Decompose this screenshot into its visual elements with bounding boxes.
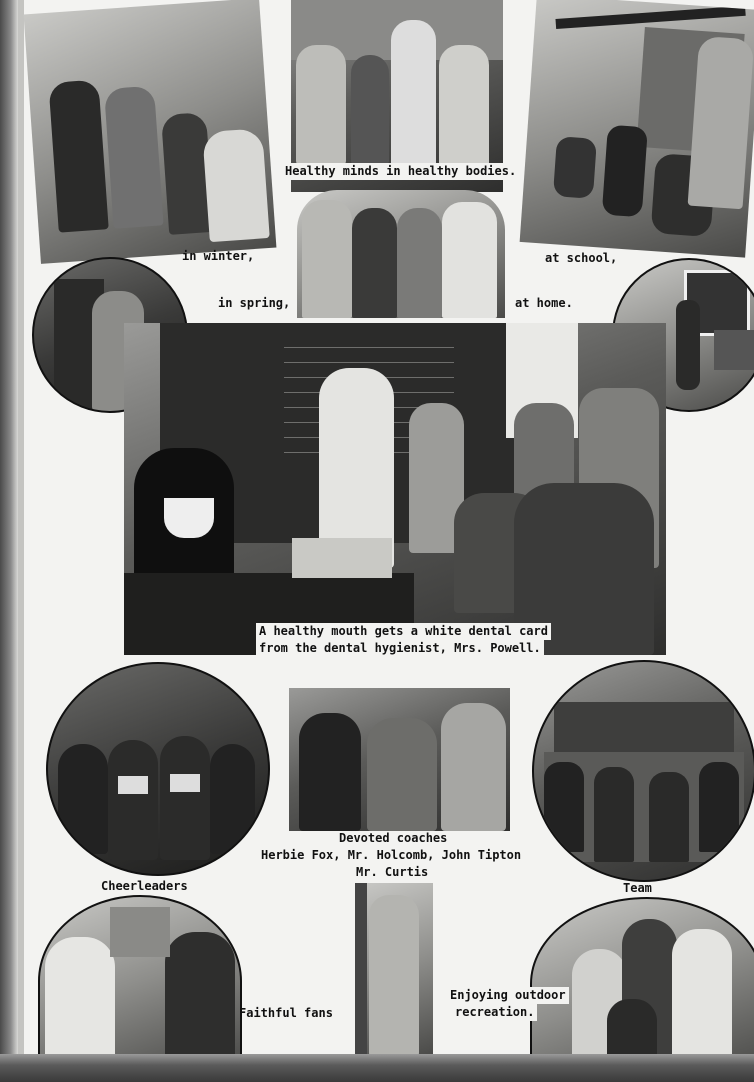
caption-coaches-names: Herbie Fox, Mr. Holcomb, John Tipton xyxy=(261,848,522,862)
page-bottom-edge xyxy=(0,1054,754,1082)
caption-cheerleaders: Cheerleaders xyxy=(101,879,188,893)
caption-healthy-minds: Healthy minds in healthy bodies. xyxy=(282,163,519,180)
photo-team xyxy=(532,660,754,882)
photo-coaches xyxy=(289,688,510,831)
caption-in-winter: in winter, xyxy=(182,249,255,263)
page-binding-edge xyxy=(0,0,18,1082)
photo-spring-girls xyxy=(297,190,505,318)
page-gutter xyxy=(18,0,24,1082)
caption-coaches-extra: Mr. Curtis xyxy=(356,865,429,879)
caption-at-home: at home. xyxy=(515,296,573,310)
caption-coaches-title: Devoted coaches xyxy=(339,831,448,845)
photo-outdoor-recreation xyxy=(530,897,754,1071)
caption-at-school: at school, xyxy=(545,251,618,265)
caption-team: Team xyxy=(623,881,652,895)
photo-dental-classroom xyxy=(124,323,666,655)
caption-faithful-fans: Faithful fans xyxy=(239,1006,333,1020)
photo-winter-group xyxy=(24,0,277,264)
caption-enjoying-line2: recreation. xyxy=(452,1004,537,1021)
caption-dental-line1: A healthy mouth gets a white dental card xyxy=(256,623,551,640)
photo-faithful-fans xyxy=(38,895,242,1067)
photo-playground-swings xyxy=(520,0,754,258)
photo-mr-curtis xyxy=(355,883,433,1055)
photo-cheerleaders xyxy=(46,662,270,876)
caption-enjoying-line1: Enjoying outdoor xyxy=(447,987,569,1004)
caption-in-spring: in spring, xyxy=(218,296,291,310)
caption-dental-line2: from the dental hygienist, Mrs. Powell. xyxy=(256,640,544,657)
